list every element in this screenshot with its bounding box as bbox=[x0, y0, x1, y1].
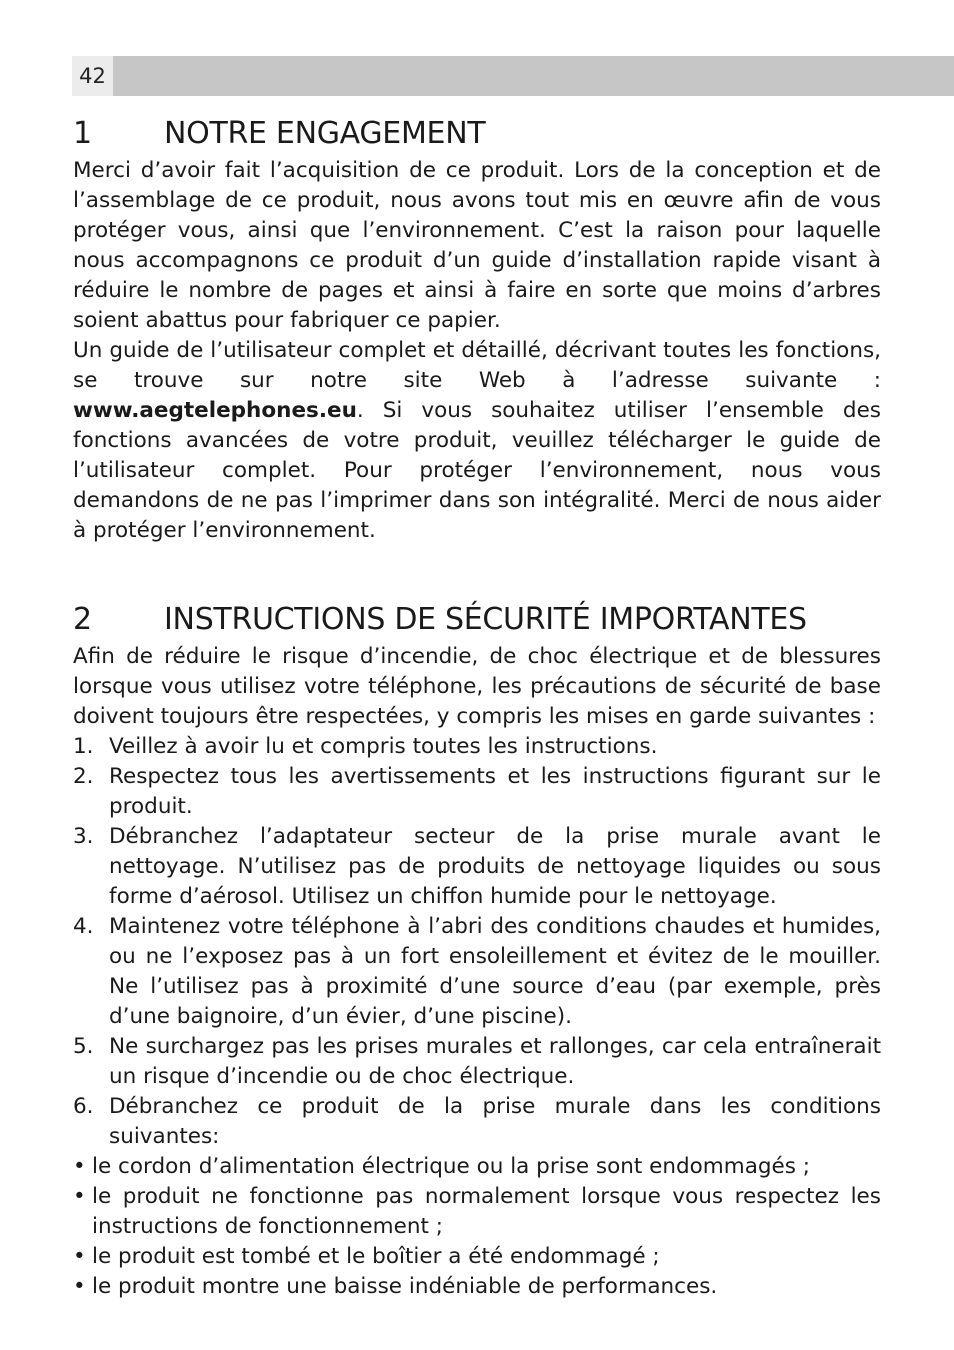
bullet-text: le cordon d’alimentation électrique ou la prise sont endommagés ; bbox=[92, 1154, 811, 1179]
item-number: 3. bbox=[73, 824, 94, 849]
item-text: Débranchez ce produit de la prise murale dans les conditions suivantes: bbox=[109, 1094, 881, 1149]
bullet-list bbox=[73, 1152, 881, 1302]
numbered-list bbox=[73, 732, 881, 1152]
item-text: Débranchez l’adaptateur secteur de la prise murale avant le nettoyage. N’utilisez pas de produits de nettoyage liquides ou sous forme d’aérosol. Utilisez un chiffon humide pour le nettoyage. bbox=[109, 824, 881, 909]
paragraph bbox=[73, 336, 881, 546]
bullet-text: le produit montre une baisse indéniable de performances. bbox=[92, 1274, 718, 1299]
item-number: 5. bbox=[73, 1034, 94, 1059]
section-title: INSTRUCTIONS DE SÉCURITÉ IMPORTANTES bbox=[164, 602, 807, 637]
list-item bbox=[73, 732, 881, 762]
bullet-item bbox=[73, 1182, 881, 1242]
list-item bbox=[73, 822, 881, 912]
item-text: Respectez tous les avertissements et les instructions figurant sur le produit. bbox=[109, 764, 881, 819]
bullet-icon: • bbox=[73, 1154, 86, 1179]
section-title: NOTRE ENGAGEMENT bbox=[164, 116, 486, 151]
section-heading bbox=[73, 112, 881, 156]
item-number: 6. bbox=[73, 1094, 94, 1119]
bullet-item bbox=[73, 1152, 881, 1182]
bullet-icon: • bbox=[73, 1184, 86, 1209]
bullet-icon: • bbox=[73, 1274, 86, 1299]
list-item bbox=[73, 1032, 881, 1092]
list-item bbox=[73, 912, 881, 1032]
paragraph: Afin de réduire le risque d’incendie, de choc électrique et de blessures lorsque vous utilisez votre téléphone, les précautions de sécurité de base doivent toujours être respectées, y compris les mises en garde suivantes : bbox=[73, 644, 881, 729]
item-number: 1. bbox=[73, 734, 94, 759]
list-item bbox=[73, 1092, 881, 1152]
item-number: 2. bbox=[73, 764, 94, 789]
page-content bbox=[73, 112, 881, 1302]
bullet-item bbox=[73, 1272, 881, 1302]
paragraph: Merci d’avoir fait l’acquisition de ce produit. Lors de la conception et de l’assemblage de ce produit, nous avons tout mis en œuvre afin de vous protéger vous, ainsi que l’environnement. C’est la raison pour laquelle nous accompagnons ce produit d’un guide d’installation rapide visant à réduire le nombre de pages et ainsi à faire en sorte que moins d’arbres soient abattus pour fabriquer ce papier. bbox=[73, 158, 881, 333]
section-heading bbox=[73, 598, 881, 642]
website-link[interactable]: www.aegtelephones.eu bbox=[73, 398, 357, 423]
section-notre-engagement bbox=[73, 112, 881, 546]
item-text: Veillez à avoir lu et compris toutes les instructions. bbox=[109, 734, 658, 759]
list-item bbox=[73, 762, 881, 822]
page-number: 42 bbox=[72, 56, 113, 96]
bullet-item bbox=[73, 1242, 881, 1272]
item-text: Maintenez votre téléphone à l’abri des conditions chaudes et humides, ou ne l’exposez pas à un fort ensoleillement et évitez de le mouiller. Ne l’utilisez pas à proximité d’une source d’eau (par exemple, près d’une baignoire, d’un évier, d’une piscine). bbox=[109, 914, 881, 1029]
section-instructions-securite bbox=[73, 598, 881, 1302]
section-number: 2 bbox=[73, 602, 92, 637]
paragraph-text: Un guide de l’utilisateur complet et détaillé, décrivant toutes les fonctions, se trouve sur notre site Web à l’adresse suivante : bbox=[73, 338, 881, 393]
paragraph-text: . Si vous souhaitez utiliser l’ensemble des fonctions avancées de votre produit, veuillez télécharger le guide de l’utilisateur complet. Pour protéger l’environnement, nous vous demandons de ne pas l’imprimer dans son intégralité. Merci de nous aider à protéger l’environnement. bbox=[73, 398, 881, 543]
bullet-icon: • bbox=[73, 1244, 86, 1269]
item-text: Ne surchargez pas les prises murales et rallonges, car cela entraînerait un risque d’incendie ou de choc électrique. bbox=[109, 1034, 881, 1089]
item-number: 4. bbox=[73, 914, 94, 939]
bullet-text: le produit est tombé et le boîtier a été endommagé ; bbox=[92, 1244, 660, 1269]
section-number: 1 bbox=[73, 116, 92, 151]
header-bar bbox=[72, 56, 954, 96]
bullet-text: le produit ne fonctionne pas normalement lorsque vous respectez les instructions de fonctionnement ; bbox=[92, 1184, 881, 1239]
